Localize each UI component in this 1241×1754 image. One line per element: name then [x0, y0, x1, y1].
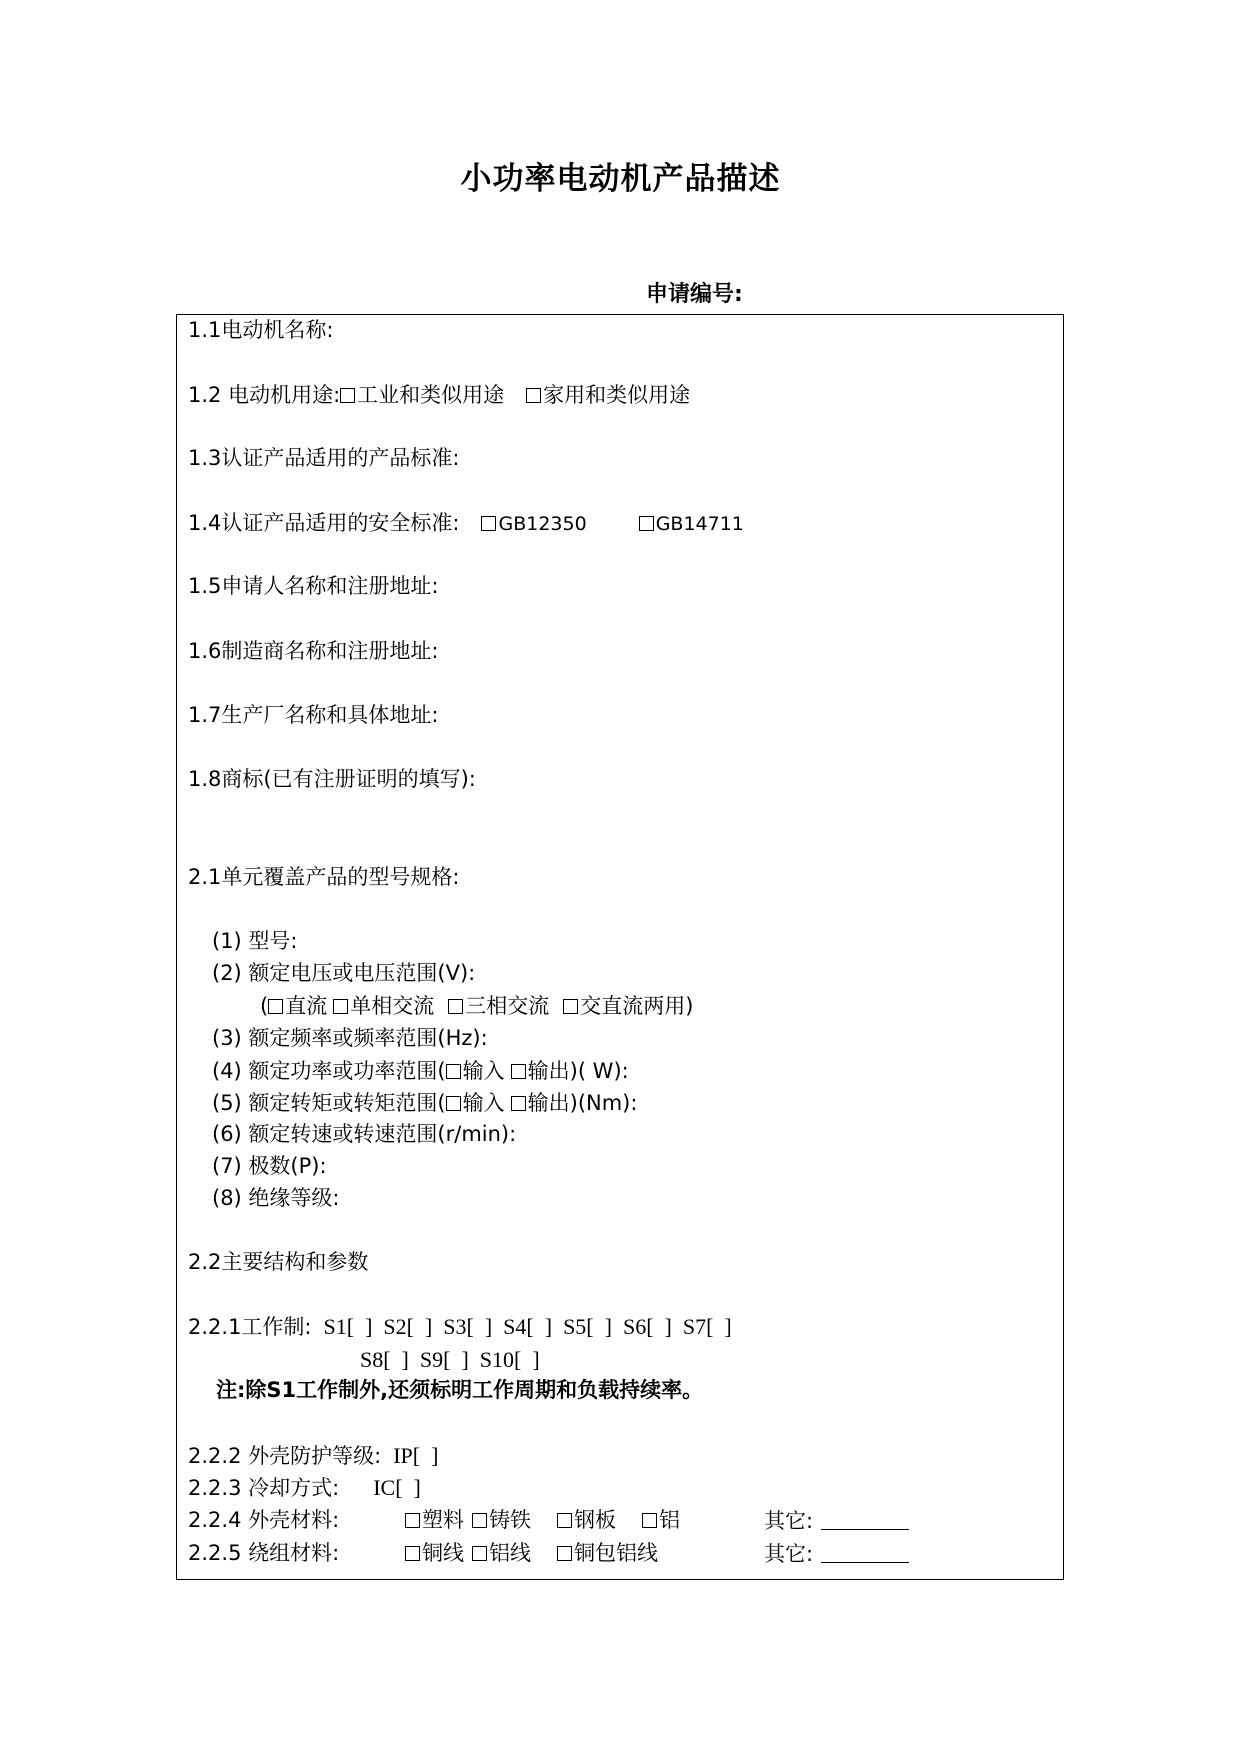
usage-household-label: 家用和类似用途	[543, 383, 691, 407]
enclosure-material-other	[764, 1509, 909, 1532]
voltage-label: (2) 额定电压或电压范围(V):	[212, 961, 476, 985]
enclosure-material-options	[405, 1509, 680, 1531]
power-input-label: 输入	[462, 1059, 505, 1083]
three-phase-ac-label: 三相交流	[465, 994, 550, 1018]
cast-iron-checkbox[interactable]	[472, 1513, 487, 1528]
power-output-checkbox[interactable]	[511, 1064, 526, 1079]
usage-household-checkbox[interactable]	[526, 388, 541, 403]
usage-industrial-label: 工业和类似用途	[357, 383, 505, 407]
safety-standard-label: 1.4认证产品适用的安全标准:	[188, 511, 460, 535]
enclosure-protection-value: IP[ ]	[393, 1443, 439, 1468]
enclosure-other-field[interactable]	[821, 1509, 909, 1530]
gb14711-checkbox[interactable]	[639, 516, 654, 531]
duty-options-2: S8[ ] S9[ ] S10[ ]	[360, 1347, 540, 1372]
plastic-label: 塑料	[422, 1508, 464, 1532]
power-unit: )( W):	[569, 1059, 629, 1083]
trademark-label: 1.8商标(已有注册证明的填写):	[188, 767, 476, 791]
model-label: (1) 型号:	[212, 929, 298, 953]
cooling-row	[188, 1477, 421, 1499]
poles-label: (7) 极数(P):	[212, 1154, 327, 1178]
duty-label: 2.2.1工作制:	[188, 1315, 312, 1339]
dc-checkbox[interactable]	[268, 999, 283, 1014]
power-row	[212, 1060, 629, 1082]
power-input-checkbox[interactable]	[446, 1064, 461, 1079]
duty-row-1	[188, 1316, 732, 1338]
copper-clad-aluminum-checkbox[interactable]	[557, 1546, 572, 1561]
winding-other-label: 其它:	[764, 1542, 814, 1566]
enclosure-protection-label: 2.2.2 外壳防护等级:	[188, 1444, 382, 1468]
three-phase-ac-checkbox[interactable]	[448, 999, 463, 1014]
steel-plate-label: 钢板	[574, 1508, 616, 1532]
safety-standard-row	[188, 512, 744, 534]
motor-usage-label: 1.2 电动机用途:	[188, 383, 341, 407]
torque-input-checkbox[interactable]	[446, 1096, 461, 1111]
cooling-value: IC[ ]	[373, 1475, 421, 1500]
enclosure-material-label: 2.2.4 外壳材料:	[188, 1508, 340, 1532]
aluminum-wire-label: 铝线	[489, 1541, 531, 1565]
structure-label: 2.2主要结构和参数	[188, 1250, 369, 1274]
torque-output-checkbox[interactable]	[511, 1096, 526, 1111]
applicant-label: 1.5申请人名称和注册地址:	[188, 574, 439, 598]
winding-material-row	[188, 1542, 339, 1564]
aluminum-checkbox[interactable]	[642, 1513, 657, 1528]
duty-note: 注:除S1工作制外,还须标明工作周期和负载持续率。	[216, 1378, 704, 1402]
gb12350-checkbox[interactable]	[481, 516, 496, 531]
model-spec-label: 2.1单元覆盖产品的型号规格:	[188, 865, 460, 889]
motor-usage-row	[188, 384, 690, 406]
torque-output-label: 输出	[527, 1091, 570, 1115]
gb12350-label: GB12350	[498, 513, 587, 535]
frequency-label: (3) 额定频率或频率范围(Hz):	[212, 1026, 488, 1050]
insulation-label: (8) 绝缘等级:	[212, 1186, 340, 1210]
winding-material-options	[405, 1542, 658, 1564]
torque-unit: )(Nm):	[569, 1091, 638, 1115]
enclosure-material-row	[188, 1509, 339, 1531]
gb14711-label: GB14711	[655, 513, 744, 535]
plastic-checkbox[interactable]	[405, 1513, 420, 1528]
steel-plate-checkbox[interactable]	[557, 1513, 572, 1528]
torque-row	[212, 1092, 637, 1114]
enclosure-other-label: 其它:	[764, 1509, 814, 1533]
motor-name-label: 1.1电动机名称:	[188, 318, 334, 342]
winding-other-field[interactable]	[821, 1542, 909, 1563]
cooling-label: 2.2.3 冷却方式:	[188, 1476, 340, 1500]
power-label: (4) 额定功率或功率范围(	[212, 1059, 446, 1083]
product-standard-label: 1.3认证产品适用的产品标准:	[188, 446, 460, 470]
ac-dc-label: 交直流两用	[580, 994, 686, 1018]
power-output-label: 输出	[527, 1059, 570, 1083]
single-phase-ac-label: 单相交流	[350, 994, 435, 1018]
winding-material-label: 2.2.5 绕组材料:	[188, 1541, 340, 1565]
current-type-open: (	[260, 994, 269, 1018]
page-title: 小功率电动机产品描述	[460, 161, 781, 197]
manufacturer-label: 1.6制造商名称和注册地址:	[188, 639, 439, 663]
application-number-label: 申请编号:	[646, 282, 743, 307]
factory-label: 1.7生产厂名称和具体地址:	[188, 703, 439, 727]
cast-iron-label: 铸铁	[489, 1508, 531, 1532]
current-type-row	[260, 995, 693, 1017]
copper-clad-aluminum-label: 铜包铝线	[574, 1541, 658, 1565]
torque-input-label: 输入	[462, 1091, 505, 1115]
single-phase-ac-checkbox[interactable]	[333, 999, 348, 1014]
torque-label: (5) 额定转矩或转矩范围(	[212, 1091, 446, 1115]
aluminum-label: 铝	[659, 1508, 680, 1532]
ac-dc-checkbox[interactable]	[563, 999, 578, 1014]
aluminum-wire-checkbox[interactable]	[472, 1546, 487, 1561]
speed-label: (6) 额定转速或转速范围(r/min):	[212, 1122, 517, 1146]
current-type-close: )	[685, 994, 694, 1018]
enclosure-protection-row	[188, 1445, 438, 1467]
duty-options-1: S1[ ] S2[ ] S3[ ] S4[ ] S5[ ] S6[ ] S7[ ]	[323, 1314, 732, 1339]
dc-label: 直流	[285, 994, 328, 1018]
copper-wire-checkbox[interactable]	[405, 1546, 420, 1561]
winding-material-other	[764, 1542, 909, 1565]
copper-wire-label: 铜线	[422, 1541, 464, 1565]
usage-industrial-checkbox[interactable]	[340, 388, 355, 403]
